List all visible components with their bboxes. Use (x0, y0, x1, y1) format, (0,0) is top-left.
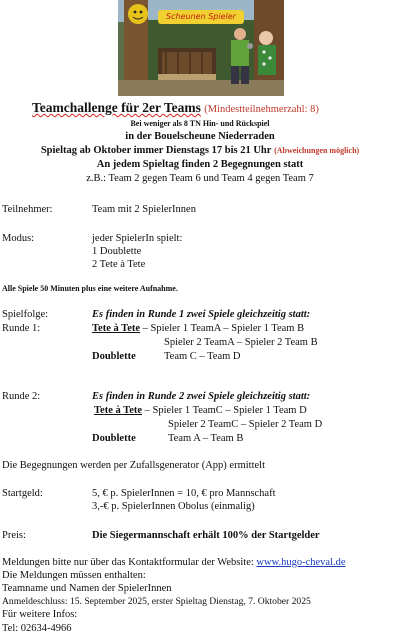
round-1-doublette: Team C – Team D (164, 351, 241, 362)
footer-line-6: Tel: 02634-4966 (2, 623, 72, 634)
footer-line-3: Teamname und Namen der SpielerInnen (2, 583, 172, 594)
barn-sign: Scheunen Spieler (158, 10, 244, 24)
round-2-label: Runde 2: (2, 391, 41, 402)
preis-value: Die Siegermannschaft erhält 100% der Startgelder (92, 530, 320, 541)
round-1-heading: Es finden in Runde 1 zwei Spiele gleichzeitig statt: (92, 309, 311, 320)
website-link[interactable]: www.hugo-cheval.de (256, 557, 346, 568)
title-line-6: z.B.: Team 2 gegen Team 6 und Team 4 gegen Team 7 (86, 173, 314, 184)
title-line-4 (0, 145, 400, 156)
round-2-doublette: Team A – Team B (168, 433, 244, 444)
footer-line-5: Für weitere Infos: (2, 609, 78, 620)
tete-label: Tete à Tete (92, 323, 141, 334)
modus-label: Modus: (2, 233, 35, 244)
round-2-doublette-label: Doublette (92, 433, 136, 444)
round-1-tete-line-1 (92, 323, 304, 334)
startgeld-label: Startgeld: (2, 488, 43, 499)
round-1-label: Runde 1: (2, 323, 41, 334)
duration-note: Alle Spiele 50 Minuten plus eine weitere Aufnahme. (2, 284, 178, 293)
schedule-text: Spieltag ab Oktober immer Dienstags 17 bis 21 Uhr (40, 145, 272, 156)
header-illustration (118, 0, 284, 96)
schedule-note: (Abweichungen möglich) (274, 146, 360, 155)
pairing-text: – Spieler 1 TeamA – Spieler 1 Team B (142, 323, 305, 334)
startgeld-line-2: 3,-€ p. SpielerInnen Obolus (einmalig) (92, 501, 255, 512)
contact-text: Meldungen bitte nur über das Kontaktformular der Website: (2, 557, 254, 568)
footer-line-4: Anmeldeschluss: 15. September 2025, erster Spieltag Dienstag, 7. Oktober 2025 (2, 596, 311, 607)
random-draw-note: Die Begegnungen werden per Zufallsgenerator (App) ermittelt (2, 460, 265, 471)
modus-line: 2 Tete à Tete (92, 259, 146, 270)
title-main: Teamchallenge für 2er Teams (32, 100, 201, 115)
round-1-doublette-label: Doublette (92, 351, 136, 362)
teilnehmer-label: Teilnehmer: (2, 204, 53, 215)
tete-label: Tete à Tete (94, 405, 143, 416)
startgeld-line-1: 5, € p. SpielerInnen = 10, € pro Mannschaft (92, 488, 276, 499)
round-1-tete-line-2: Spieler 2 TeamA – Spieler 2 Team B (164, 337, 318, 348)
footer-line-2: Die Meldungen müssen enthalten: (2, 570, 146, 581)
modus-line: 1 Doublette (92, 246, 142, 257)
preis-label: Preis: (2, 530, 26, 541)
title-line-5: An jedem Spieltag finden 2 Begegnungen statt (96, 159, 304, 170)
teilnehmer-value: Team mit 2 SpielerInnen (92, 204, 196, 215)
modus-line: jeder SpielerIn spielt: (92, 233, 183, 244)
title-line-2: Bei weniger als 8 TN Hin- und Rückspiel (130, 119, 270, 128)
event-title (32, 100, 319, 116)
title-min-participants: (Mindestteilnehmerzahl: 8) (204, 104, 319, 115)
round-2-tete-line-1 (94, 405, 307, 416)
footer-line-1 (2, 557, 346, 568)
title-line-3: in der Bouelscheune Niederraden (125, 131, 275, 142)
round-2-heading: Es finden in Runde 2 zwei Spiele gleichzeitig statt: (92, 391, 311, 402)
round-2-tete-line-2: Spieler 2 TeamC – Spieler 2 Team D (168, 419, 323, 430)
spielfolge-label: Spielfolge: (2, 309, 49, 320)
pairing-text: – Spieler 1 TeamC – Spieler 1 Team D (144, 405, 307, 416)
